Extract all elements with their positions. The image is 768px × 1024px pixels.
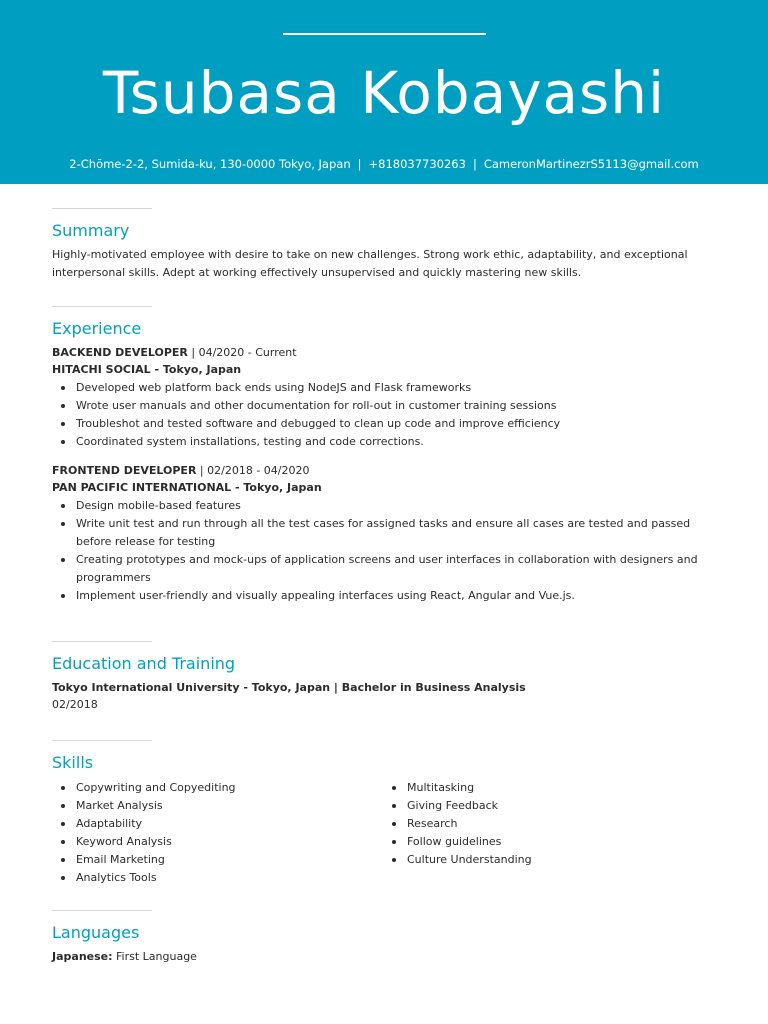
list-item: Market Analysis [52, 797, 383, 815]
contact-phone: +818037730263 [368, 157, 466, 171]
section-divider [52, 641, 152, 642]
contact-line [0, 156, 768, 172]
skills-section [52, 740, 720, 887]
contact-separator: | [472, 157, 477, 171]
job-role: FRONTEND DEVELOPER [52, 464, 197, 477]
job-bullets [52, 497, 720, 605]
list-item: Research [383, 815, 714, 833]
contact-email: CameronMartinezrS5113@gmail.com [483, 157, 699, 171]
list-item: Design mobile-based features [52, 497, 720, 515]
summary-text: Highly-motivated employee with desire to take on new challenges. Strong work ethic, adaptability, and exceptional interpersonal skills. Adept at working effectively unsupervised and quickly mastering new skills. [52, 248, 688, 279]
summary-section [52, 208, 720, 282]
list-item: Follow guidelines [383, 833, 714, 851]
job-company: PAN PACIFIC INTERNATIONAL - Tokyo, Japan [52, 481, 322, 494]
education-heading: Education and Training [52, 654, 236, 673]
header-divider [283, 33, 486, 35]
language-entry [52, 948, 720, 965]
list-item: Multitasking [383, 779, 714, 797]
resume-header [0, 0, 768, 184]
section-divider [52, 208, 152, 209]
job-role: BACKEND DEVELOPER [52, 346, 188, 359]
list-item: Creating prototypes and mock-ups of application screens and user interfaces in collaboration with designers and programmers [52, 551, 720, 587]
contact-address: 2-Chōme-2-2, Sumida-ku, 130-0000 Tokyo, Japan [69, 157, 351, 171]
list-item: Email Marketing [52, 851, 383, 869]
education-section [52, 641, 720, 713]
job-entry [52, 462, 720, 605]
candidate-name: Tsubasa Kobayashi [102, 59, 666, 127]
list-item: Culture Understanding [383, 851, 714, 869]
list-item: Adaptability [52, 815, 383, 833]
summary-heading: Summary [52, 221, 130, 240]
job-company-line [52, 479, 720, 496]
languages-heading: Languages [52, 923, 140, 942]
job-bullets [52, 379, 720, 451]
skills-right-column [383, 779, 714, 887]
list-item: Copywriting and Copyediting [52, 779, 383, 797]
list-item: Implement user-friendly and visually appealing interfaces using React, Angular and Vue.js. [52, 587, 720, 605]
experience-section [52, 306, 720, 605]
education-line [52, 679, 720, 696]
list-item: Giving Feedback [383, 797, 714, 815]
education-institution: Tokyo International University - Tokyo, Japan | Bachelor in Business Analysis [52, 681, 526, 694]
list-item: Wrote user manuals and other documentation for roll-out in customer training sessions [52, 397, 720, 415]
list-item: Troubleshot and tested software and debugged to clean up code and improve efficiency [52, 415, 720, 433]
list-item: Keyword Analysis [52, 833, 383, 851]
education-date: 02/2018 [52, 698, 98, 711]
skills-left-column [52, 779, 383, 887]
job-title-line [52, 462, 720, 479]
list-item: Write unit test and run through all the test cases for assigned tasks and ensure all cases are tested and passed before release for testing [52, 515, 720, 551]
job-dates: | 04/2020 - Current [187, 346, 297, 359]
list-item: Developed web platform back ends using NodeJS and Flask frameworks [52, 379, 720, 397]
job-company-line [52, 361, 720, 378]
list-item: Analytics Tools [52, 869, 383, 887]
language-level: First Language [112, 950, 197, 963]
job-company: HITACHI SOCIAL - Tokyo, Japan [52, 363, 242, 376]
job-dates: | 02/2018 - 04/2020 [196, 464, 310, 477]
section-divider [52, 306, 152, 307]
section-divider [52, 910, 152, 911]
job-entry [52, 344, 720, 451]
section-divider [52, 740, 152, 741]
job-title-line [52, 344, 720, 361]
language-name: Japanese: [52, 950, 113, 963]
list-item: Coordinated system installations, testing and code corrections. [52, 433, 720, 451]
skills-heading: Skills [52, 753, 94, 772]
experience-heading: Experience [52, 319, 142, 338]
contact-separator: | [357, 157, 362, 171]
languages-section [52, 910, 720, 965]
skills-grid [52, 778, 720, 887]
